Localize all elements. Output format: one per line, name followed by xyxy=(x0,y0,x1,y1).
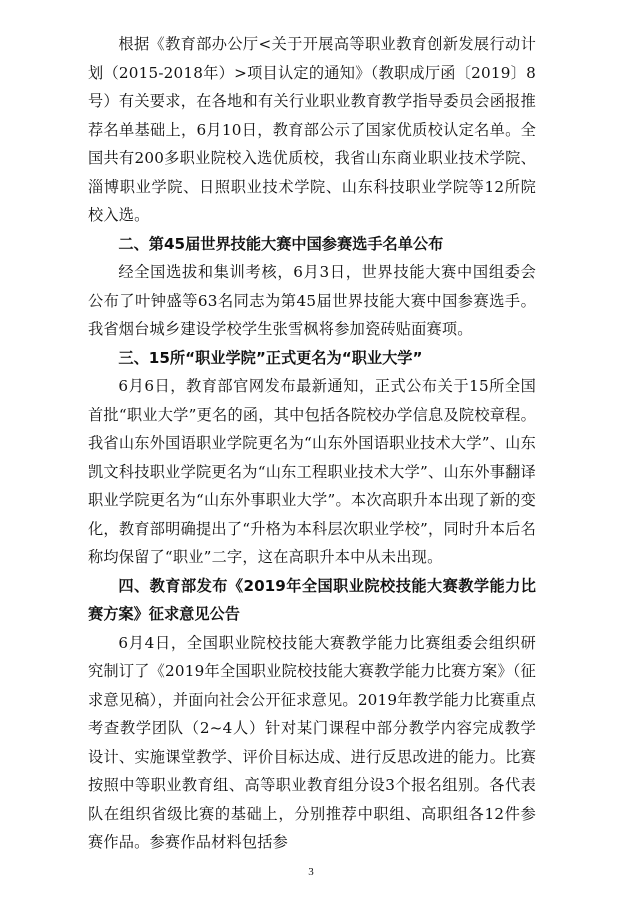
paragraph-worldskills: 经全国选拔和集训考核，6月3日，世界技能大赛中国组委会公布了叶钟盛等63名同志为第45届世界技能大赛中国参赛选手。我省烟台城乡建设学校学生张雪枫将参加瓷砖贴面赛项。 xyxy=(88,263,536,338)
heading-teaching-competition: 四、教育部发布《2019年全国职业院校技能大赛教学能力比赛方案》征求意见公告 xyxy=(88,576,536,623)
paragraph-vocational-university: 6月6日，教育部官网发布最新通知，正式公布关于15所全国首批“职业大学”更名的函，其中包括各院校办学信息及院校章程。我省山东外国语职业学院更名为“山东外国语职业技术大学”、山东凯文科技职业学院更名为“山东工程职业技术大学”、山东外事翻译职业学院更名为“山东外事职业大学”。本次高职升本出现了新的变化，教育部明确提出了“升格为本科层次职业学校”，同时升本后名称均保留了“职业”二字，这在高职升本中从未出现。 xyxy=(88,377,536,566)
paragraph-teaching-competition: 6月4日，全国职业院校技能大赛教学能力比赛组委会组织研究制订了《2019年全国职业院校技能大赛教学能力比赛方案》（征求意见稿），并面向社会公开征求意见。2019年教学能力比赛重点考查教学团队（2~4人）针对某门课程中部分教学内容完成教学设计、实施课堂教学、评价目标达成、进行反思改进的能力。比赛按照中等职业教育组、高等职业教育组分设3个报名组别。各代表队在组织省级比赛的基础上，分别推荐中职组、高职组各12件参赛作品。参赛作品材料包括参 xyxy=(88,633,536,851)
document-body xyxy=(88,30,536,857)
paragraph-quality-schools: 根据《教育部办公厅<关于开展高等职业教育创新发展行动计划（2015-2018年）>项目认定的通知》（教职成厅函〔2019〕8号）有关要求，在各地和有关行业职业教育教学指导委员会函报推荐名单基础上，6月10日，教育部公示了国家优质校认定名单。全国共有200多职业院校入选优质校，我省山东商业职业技术学院、淄博职业学院、日照职业技术学院、山东科技职业学院等12所院校入选。 xyxy=(88,35,536,224)
heading-worldskills: 二、第45届世界技能大赛中国参赛选手名单公布 xyxy=(118,234,444,253)
heading-vocational-university: 三、15所“职业学院”正式更名为“职业大学” xyxy=(118,348,423,367)
page-number: 3 xyxy=(308,866,314,878)
